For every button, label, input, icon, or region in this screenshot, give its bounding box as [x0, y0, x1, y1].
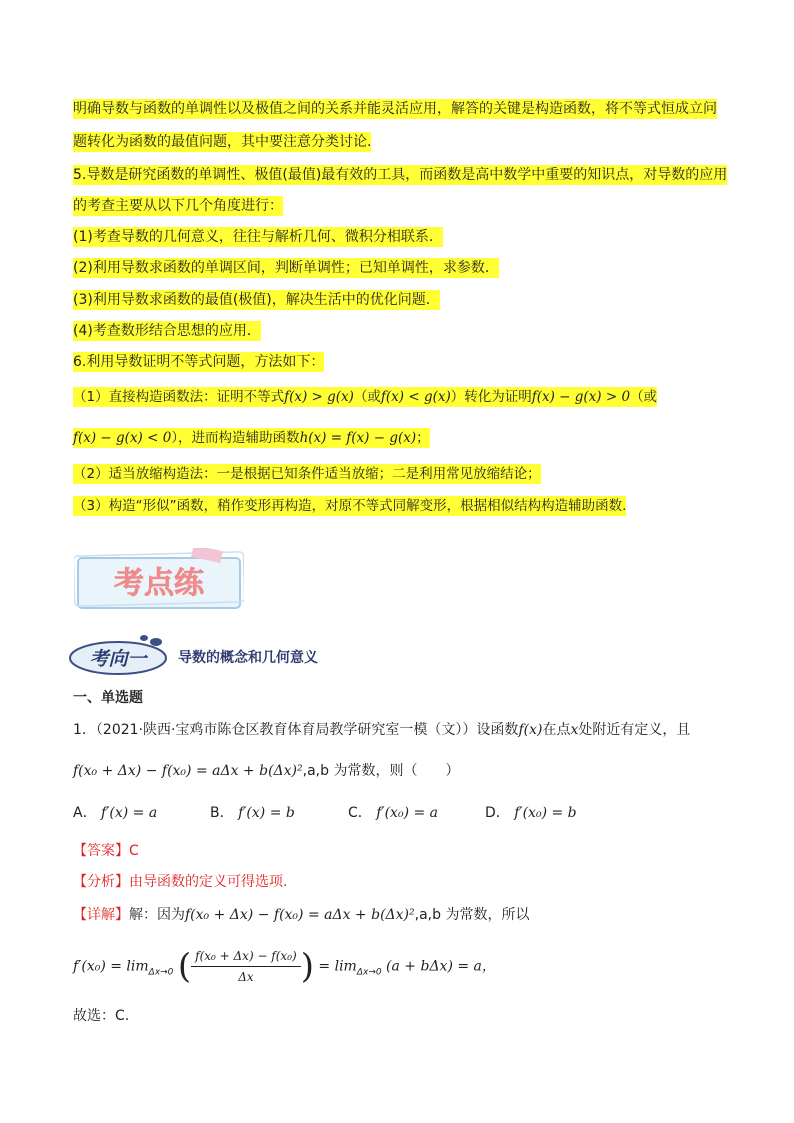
paragraph-line: 的考查主要从以下几个角度进行：: [73, 198, 283, 214]
question-formula: f(x₀ + Δx) − f(x₀) = aΔx + b(Δx)²,a,b 为常数，则（ ）: [73, 763, 460, 779]
list-item: (4)考查数形结合思想的应用．: [73, 323, 261, 339]
list-item: (1)考查导数的几何意义，往往与解析几何、微积分相联系．: [73, 229, 443, 245]
answer-line: 【答案】C: [73, 843, 139, 859]
analysis-line: 【分析】由导函数的定义可得选项.: [73, 874, 288, 890]
section-title: 考点练: [114, 566, 204, 601]
subsection-title: 导数的概念和几何意义: [178, 650, 318, 666]
list-item: (3)利用导数求函数的最值(极值)，解决生活中的优化问题．: [73, 292, 440, 308]
limit-formula: $f'(x_0) = \lim_{\Delta x\to 0}$ ( $\frac{\text{f(x₀ + Δx) − f(x₀)}}{\Delta x}$ ) = $\lim_{\Delta x\to 0} (a + b\Delta x) = a$，: [73, 946, 496, 987]
subsection-badge-text: 考向一: [89, 648, 147, 670]
detail-line: 【详解】解：因为f(x₀ + Δx) − f(x₀) = aΔx + b(Δx)²,a,b 为常数，所以: [73, 907, 530, 923]
method-line: （3）构造“形似”函数，稍作变形再构造，对原不等式同解变形，根据相似结构构造辅助函数.: [73, 498, 627, 514]
list-item: (2)利用导数求函数的单调区间，判断单调性；已知单调性，求参数．: [73, 260, 499, 276]
paragraph-line: 明确导数与函数的单调性以及极值之间的关系并能灵活应用，解答的关键是构造函数，将不等式恒成立问: [73, 101, 717, 117]
question-type: 一、单选题: [73, 690, 143, 706]
option-d[interactable]: D． f′(x₀) = b: [485, 805, 577, 821]
paragraph-line: 题转化为函数的最值问题，其中要注意分类讨论.: [73, 134, 372, 150]
option-b[interactable]: B． f′(x) = b: [210, 805, 295, 821]
subsection-badge: [68, 632, 176, 680]
question-stem: 1．（2021·陕西·宝鸡市陈仓区教育体育局教学研究室一模（文））设函数f(x)在点x处附近有定义，且: [73, 722, 691, 738]
method-line: （1）直接构造函数法：证明不等式f(x) > g(x)（或f(x) < g(x)）转化为证明f(x) − g(x) > 0（或: [73, 389, 658, 405]
method-line: （2）适当放缩构造法：一是根据已知条件适当放缩；二是利用常见放缩结论；: [73, 466, 541, 482]
paragraph-line: 6.利用导数证明不等式问题，方法如下：: [73, 354, 325, 370]
conclusion: 故选：C.: [73, 1008, 130, 1024]
paragraph-line: 5.导数是研究函数的单调性、极值(最值)最有效的工具，而函数是高中数学中重要的知识点，对导数的应用: [73, 167, 728, 183]
option-a[interactable]: A． f′(x) = a: [73, 805, 158, 821]
limit-fraction: $\frac{\text{f(x₀ + Δx) − f(x₀)}}{\Delta x}$: [191, 946, 301, 987]
option-c[interactable]: C． f′(x₀) = a: [348, 805, 439, 821]
method-line: f(x) − g(x) < 0），进而构造辅助函数h(x) = f(x) − g(x)；: [73, 430, 430, 446]
section-title-badge: [74, 548, 244, 612]
